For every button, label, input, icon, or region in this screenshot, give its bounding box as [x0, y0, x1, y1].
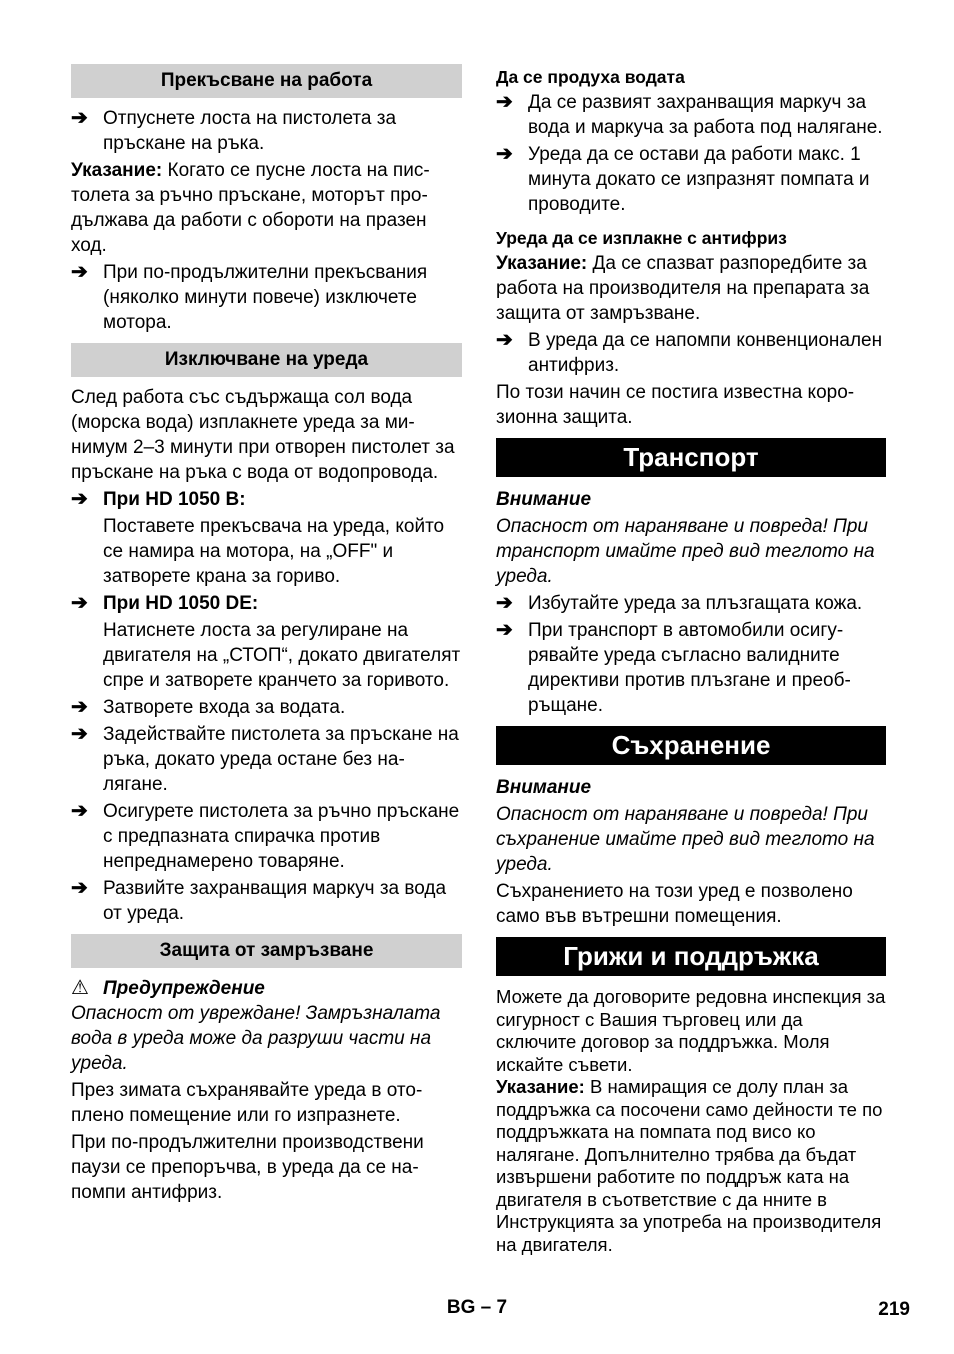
list-item: ➔ Отпуснете лоста на пистолета за пръскане на ръка. [71, 107, 397, 154]
warning-icon: ⚠ [71, 977, 89, 999]
list-item: ➔ Задействайте пистолета за пръскане на ръка, докато уреда остане без налягане. [71, 723, 459, 795]
arrow-icon: ➔ [496, 329, 513, 351]
arrow-icon: ➔ [496, 143, 513, 165]
list-item: ➔ Да се развият захранващия маркуч за вода и маркуча за работа под налягане. [496, 91, 883, 138]
arrow-icon: ➔ [496, 619, 513, 641]
warning-heading: ⚠ Предупреждение [71, 977, 265, 999]
list-item-detail: Натиснете лоста за регулиране на двигателя на „СТОП“, докато двигателят спре и затворете кранчето за горивото. [103, 620, 461, 691]
arrow-icon: ➔ [71, 800, 88, 822]
subheading: Да се продуха водата [496, 67, 685, 87]
arrow-icon: ➔ [71, 488, 88, 510]
paragraph: През зимата съхранявайте уреда в отоплено помещение или го изпразнете. [71, 1080, 423, 1126]
arrow-icon: ➔ [71, 261, 88, 283]
note-paragraph: Указание: Когато се пусне лоста на пистолета за ръчно пръскане, моторът продължава да работи с обороти на празен ход. [71, 160, 430, 256]
paragraph: По този начин се постига известна корозионна защита. [496, 382, 855, 428]
section-heading-transport: Транспорт [496, 438, 886, 477]
paragraph: При по-продължителни производствени паузи се препоръчва, в уреда да се напомпи антифриз. [71, 1132, 424, 1203]
section-heading-frost: Защита от замръзване [71, 934, 462, 968]
arrow-icon: ➔ [71, 877, 88, 899]
note-paragraph: Указание: В намиращия се долу план за поддръжка са посочени само дейности те по поддръжката на помпата под висо ко налягане. Допълнително трябва да бъдат извършени работите по поддръж ката на двигателя в съответствие с да нните в Инструкцията за употреба на производителя на двигателя. [496, 1076, 883, 1255]
list-item: ➔ Уреда да се остави да работи макс. 1 минута докато се изпразнят помпата и проводите. [496, 143, 870, 215]
arrow-icon: ➔ [71, 723, 88, 745]
arrow-icon: ➔ [71, 107, 88, 129]
page-number: 219 [878, 1299, 910, 1320]
footer-section-label: BG – 7 [446, 1297, 508, 1318]
list-item: ➔ Осигурете пистолета за ръчно пръскане с предпазната спирачка против непреднамерено товаряне. [71, 800, 460, 872]
paragraph: Съхранението на този уред е позволено само във вътрешни помещения. [496, 881, 853, 927]
arrow-icon: ➔ [496, 91, 513, 113]
section-heading-storage: Съхранение [496, 726, 886, 765]
attention-text: Опасност от нараняване и повреда! При транспорт имайте пред вид теглото на уреда. [496, 516, 875, 587]
list-item: ➔ При по-продължителни прекъсвания (няколко минути повече) изключете мотора. [71, 261, 428, 333]
attention-text: Опасност от нараняване и повреда! При съхранение имайте пред вид теглото на уреда. [496, 804, 875, 875]
left-column [71, 64, 462, 1207]
section-heading-care: Грижи и поддръжка [496, 937, 886, 976]
attention-label: Внимание [496, 489, 592, 510]
list-item: ➔ Развийте захранващия маркуч за вода от уреда. [71, 877, 447, 924]
paragraph: След работа със съдържаща сол вода (морска вода) изплакнете уреда за минимум 2–3 минути при отворен пистолет за пръскане на ръка с вода от водопровода. [71, 387, 455, 483]
right-column [496, 64, 886, 1256]
paragraph: Можете да договорите редовна инспекция за сигурност с Вашия търговец или да сключите договор за поддръжка. Моля искайте съвети. [496, 986, 886, 1075]
list-item: ➔ При HD 1050 B: [71, 488, 246, 510]
list-item: ➔ В уреда да се напомпи конвенционален антифриз. [496, 329, 883, 376]
note-paragraph: Указание: Да се спазват разпоредбите за работа на производителя на препарата за защита от замръзване. [496, 253, 870, 324]
list-item: ➔ Избутайте уреда за плъзгащата кожа. [496, 592, 863, 614]
list-item: ➔ При транспорт в автомобили осигурявайте уреда съгласно валидните директиви против плъзгане и преобръщане. [496, 619, 851, 716]
subheading: Уреда да се изплакне с антифриз [496, 228, 787, 248]
list-item-detail: Поставете прекъсвача на уреда, който се намира на мотора, на „OFF" и затворете крана за гориво. [103, 516, 445, 587]
arrow-icon: ➔ [496, 592, 513, 614]
list-item: ➔ При HD 1050 DE: [71, 592, 259, 614]
arrow-icon: ➔ [71, 696, 88, 718]
arrow-icon: ➔ [71, 592, 88, 614]
list-item: ➔ Затворете входа за водата. [71, 696, 346, 718]
section-heading-interrupt: Прекъсване на работа [71, 64, 462, 98]
attention-label: Внимание [496, 777, 592, 798]
section-heading-shutdown: Изключване на уреда [71, 343, 462, 377]
warning-text: Опасност от увреждане! Замръзналата вода в уреда може да разруши части на уреда. [71, 1003, 441, 1074]
